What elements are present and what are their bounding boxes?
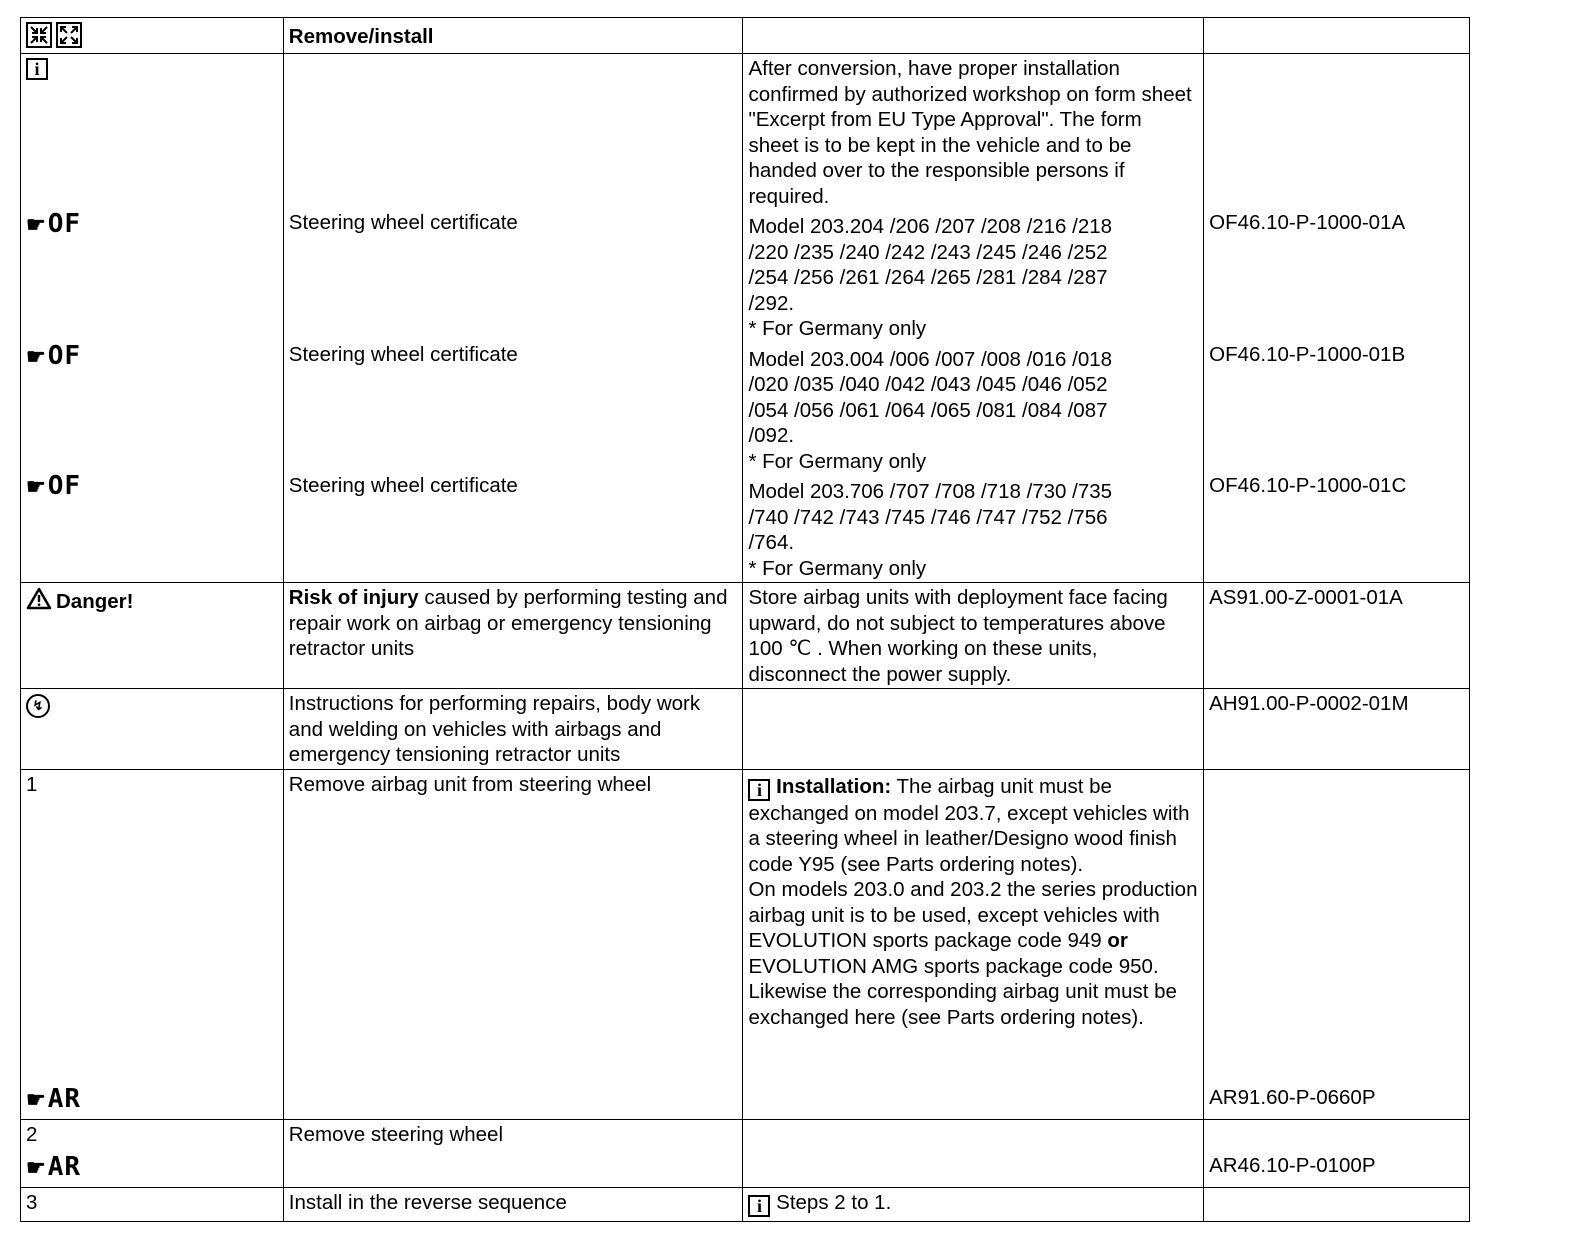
certificate-models-2 <box>748 347 1198 475</box>
step-2-text: Remove steering wheel <box>283 1119 743 1187</box>
info-icon: i <box>748 779 770 801</box>
model-line: /092. <box>748 424 795 447</box>
pointing-hand-icon: ☛ <box>26 1086 46 1112</box>
or-word: or <box>1107 929 1128 952</box>
step-2-ref[interactable] <box>26 1153 81 1183</box>
step-3-note-cell <box>743 1187 1204 1221</box>
instructions-text: Instructions for performing repairs, body work and welding on vehicles with airbags and emergency tensioning retractor units <box>283 689 743 770</box>
model-line: /740 /742 /743 /745 /746 /747 /752 /756 <box>748 505 1108 529</box>
danger-measure-cell: Store airbag units with deployment face facing upward, do not subject to temperatures above 100 ℃ . When working on these units, disconnect the power supply. <box>743 583 1204 689</box>
pointing-hand-icon: ☛ <box>26 211 46 237</box>
step-row-1 <box>21 769 1470 1119</box>
certificate-doc-link-1[interactable]: OF46.10-P-1000-01A <box>1209 211 1406 234</box>
ref-label: OF <box>47 470 82 501</box>
work-instruction-table <box>20 17 1470 1222</box>
certificate-titles-cell <box>283 54 743 583</box>
model-line: /054 /056 /061 /064 /065 /081 /084 /087 <box>748 398 1108 422</box>
header-row <box>21 18 1470 54</box>
ref-label: OF <box>47 208 82 239</box>
warning-triangle-icon <box>26 587 52 610</box>
installation-note-a: The airbag unit must be exchanged on model 203.7, except vehicles with a steering wheel in leather/Designo wood finish code Y95 (see Parts ordering notes). <box>748 774 1190 876</box>
certificate-docs-cell <box>1204 54 1470 583</box>
risk-text: caused by performing testing and repair work on airbag or emergency tensioning retractor units <box>288 586 728 660</box>
model-line: /020 /035 /040 /042 /043 /045 /046 /052 <box>748 373 1108 396</box>
step-1-number-cell <box>21 769 284 1119</box>
model-line: Model 203.706 /707 /708 /718 /730 /735 <box>748 480 1113 503</box>
germany-note: * For Germany only <box>748 556 927 580</box>
certificate-doc-link-2[interactable]: OF46.10-P-1000-01B <box>1209 342 1406 366</box>
step-2-empty-cell <box>743 1119 1204 1187</box>
step-2-number-cell <box>21 1119 284 1187</box>
certificate-title-3: Steering wheel certificate <box>288 474 518 497</box>
step-3-number: 3 <box>21 1187 284 1221</box>
certificate-models-3 <box>748 479 1198 581</box>
installation-label: Installation: <box>776 774 892 798</box>
pointing-hand-icon: ☛ <box>26 343 46 369</box>
header-icons-cell <box>21 18 284 54</box>
certificate-ref-3[interactable] <box>26 472 278 502</box>
certificate-icons-cell <box>21 54 284 583</box>
model-line: Model 203.004 /006 /007 /008 /016 /018 <box>748 347 1113 371</box>
danger-label: Danger! <box>56 590 134 613</box>
step-3-doc-cell <box>1204 1187 1470 1221</box>
header-empty-cell <box>743 18 1204 54</box>
instructions-icon-cell <box>21 689 284 770</box>
install-icon <box>56 22 82 48</box>
ref-label: AR <box>47 1151 82 1182</box>
instructions-empty-cell <box>743 689 1204 770</box>
step-2-doc-cell <box>1204 1119 1470 1187</box>
model-line: /254 /256 /261 /264 /265 /281 /284 /287 <box>748 266 1108 289</box>
risk-title: Risk of injury <box>288 586 419 609</box>
step-3-note: Steps 2 to 1. <box>776 1190 892 1214</box>
ref-label: OF <box>47 340 82 371</box>
certificate-title-2: Steering wheel certificate <box>288 342 518 366</box>
certificate-notes-cell <box>743 54 1204 583</box>
step-1-text: Remove airbag unit from steering wheel <box>283 769 743 1119</box>
certificate-doc-link-3[interactable]: OF46.10-P-1000-01C <box>1209 474 1407 497</box>
instructions-row <box>21 689 1470 770</box>
danger-risk-cell <box>283 583 743 689</box>
repair-instructions-icon: ↯ <box>26 694 50 718</box>
model-line: /764. <box>748 531 795 554</box>
step-1-ref[interactable] <box>26 1085 81 1115</box>
header-title: Remove/install <box>283 18 743 54</box>
danger-label-cell <box>21 583 284 689</box>
conversion-note: After conversion, have proper installation confirmed by authorized workshop on form sheet "Excerpt from EU Type Approval". The form sheet is to be kept in the vehicle and to be handed over to the responsible persons if required. <box>748 57 1192 208</box>
remove-icon <box>26 22 52 48</box>
installation-note-b1: On models 203.0 and 203.2 the series production airbag unit is to be used, except vehicles with EVOLUTION sports package code 949 <box>748 878 1198 952</box>
model-line: Model 203.204 /206 /207 /208 /216 /218 <box>748 215 1113 238</box>
pointing-hand-icon: ☛ <box>26 473 46 499</box>
germany-note: * For Germany only <box>748 317 927 340</box>
pointing-hand-icon: ☛ <box>26 1154 46 1180</box>
certificate-title-1: Steering wheel certificate <box>288 211 518 234</box>
info-icon: i <box>26 58 48 80</box>
info-icon: i <box>748 1195 770 1217</box>
step-3-text: Install in the reverse sequence <box>283 1187 743 1221</box>
installation-note-b <box>748 877 1198 1030</box>
ref-label: AR <box>47 1083 82 1114</box>
step-row-3 <box>21 1187 1470 1221</box>
header-doc-cell <box>1204 18 1470 54</box>
step-row-2 <box>21 1119 1470 1187</box>
step-number: 2 <box>26 1122 38 1146</box>
certificate-models-1 <box>748 214 1198 342</box>
germany-note: * For Germany only <box>748 449 927 473</box>
model-line: /292. <box>748 291 795 315</box>
certificate-ref-2[interactable] <box>26 342 278 372</box>
step-number: 1 <box>26 772 38 796</box>
step-1-doc-link[interactable]: AR91.60-P-0660P <box>1209 1086 1376 1109</box>
step-1-note-cell <box>743 769 1204 1119</box>
certificate-ref-1[interactable] <box>26 210 278 240</box>
step-2-doc-link[interactable]: AR46.10-P-0100P <box>1209 1154 1376 1177</box>
installation-note-b2: EVOLUTION AMG sports package code 950. Likewise the corresponding airbag unit must be exchanged here (see Parts ordering notes). <box>748 954 1177 1029</box>
danger-doc-link[interactable]: AS91.00-Z-0001-01A <box>1204 583 1470 689</box>
danger-row <box>21 583 1470 689</box>
model-line: /220 /235 /240 /242 /243 /245 /246 /252 <box>748 240 1108 264</box>
step-1-doc-cell <box>1204 769 1470 1119</box>
instructions-doc-link[interactable]: AH91.00-P-0002-01M <box>1204 689 1470 770</box>
certificate-row <box>21 54 1470 583</box>
